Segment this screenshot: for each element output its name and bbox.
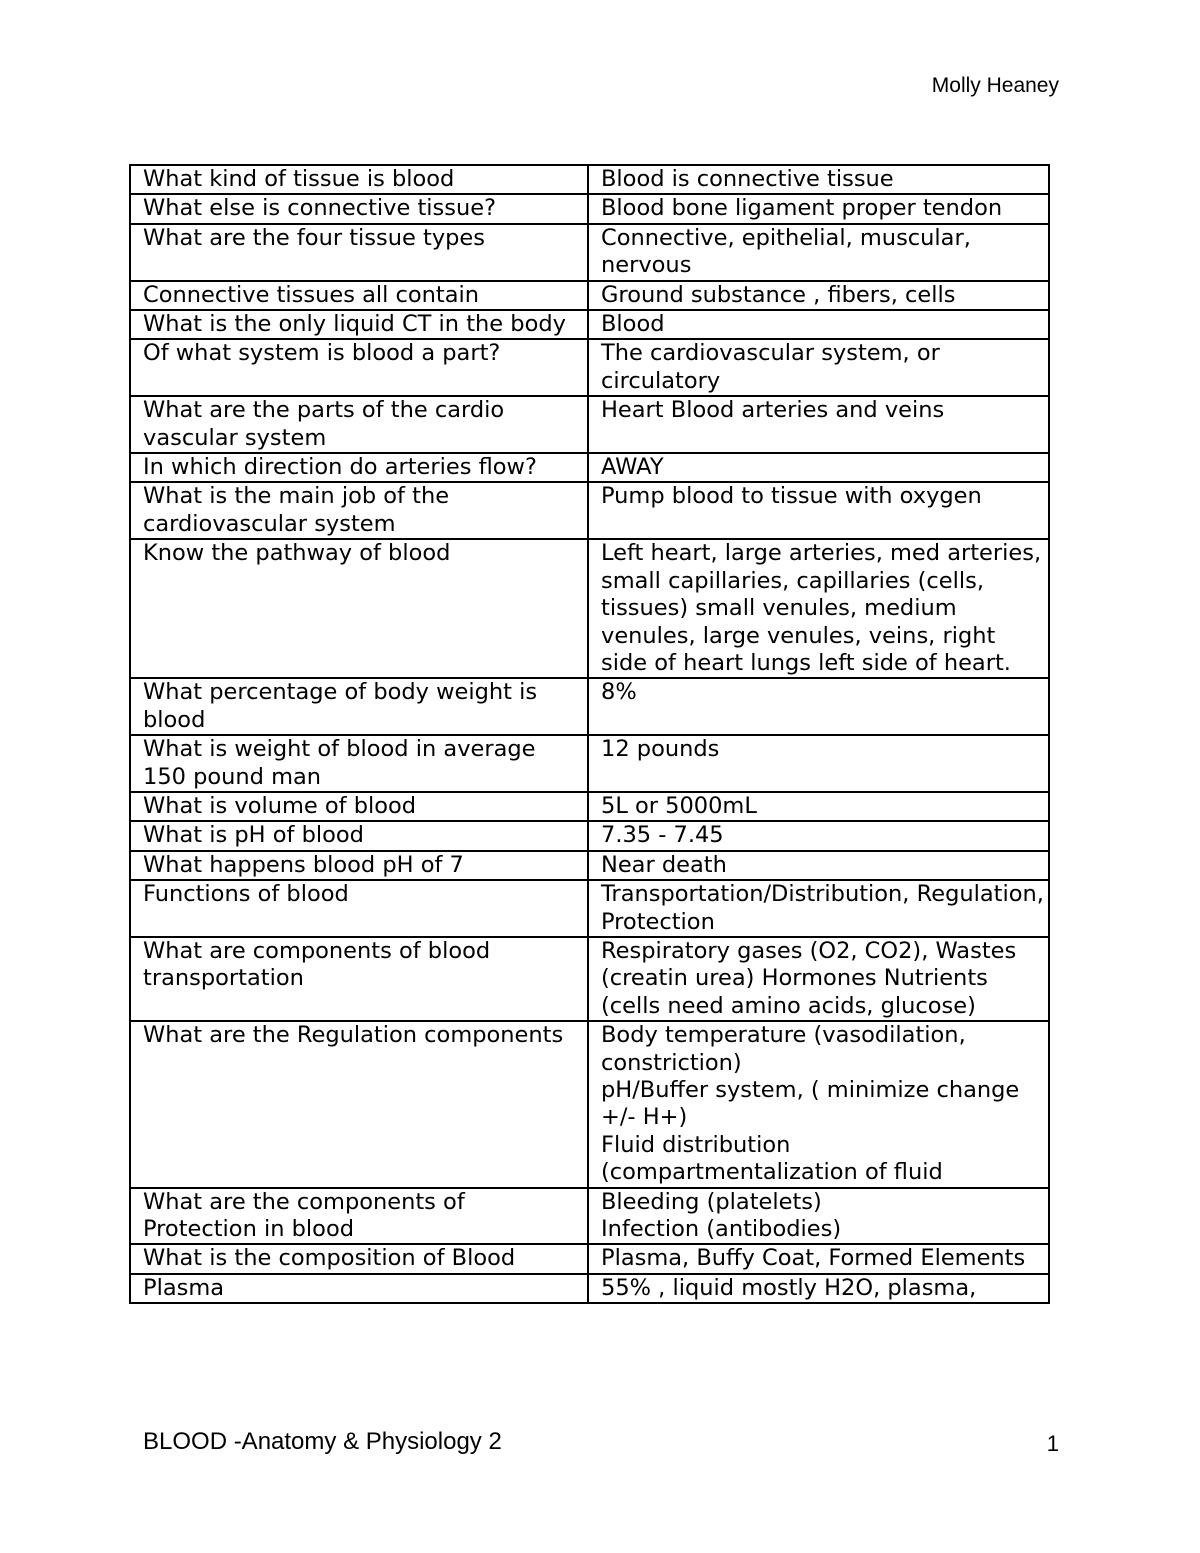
- table-row: [130, 1244, 1049, 1273]
- question-cell: What are the components of Protection in blood: [130, 1188, 588, 1245]
- table-row: [130, 165, 1049, 194]
- table-row: [130, 194, 1049, 223]
- question-cell: Of what system is blood a part?: [130, 339, 588, 396]
- table-row: [130, 1188, 1049, 1245]
- table-row: [130, 396, 1049, 453]
- table-row: [130, 678, 1049, 735]
- answer-cell: 55% , liquid mostly H2O, plasma,: [588, 1274, 1049, 1303]
- answer-cell: Pump blood to tissue with oxygen: [588, 482, 1049, 539]
- question-cell: What is the main job of the cardiovascular system: [130, 482, 588, 539]
- table-row: [130, 1021, 1049, 1187]
- answer-cell: Blood: [588, 310, 1049, 339]
- question-cell: What is the composition of Blood: [130, 1244, 588, 1273]
- question-cell: What are the four tissue types: [130, 224, 588, 281]
- question-cell: What is weight of blood in average 150 pound man: [130, 735, 588, 792]
- answer-cell: The cardiovascular system, or circulatory: [588, 339, 1049, 396]
- table-row: [130, 851, 1049, 880]
- answer-cell: 12 pounds: [588, 735, 1049, 792]
- question-cell: What is volume of blood: [130, 792, 588, 821]
- question-cell: What are components of blood transportation: [130, 937, 588, 1021]
- table-row: [130, 539, 1049, 678]
- question-cell: In which direction do arteries flow?: [130, 453, 588, 482]
- table-row: [130, 821, 1049, 850]
- answer-cell: 5L or 5000mL: [588, 792, 1049, 821]
- table-row: [130, 224, 1049, 281]
- answer-cell: Connective, epithelial, muscular, nervous: [588, 224, 1049, 281]
- question-cell: Functions of blood: [130, 880, 588, 937]
- table-row: [130, 937, 1049, 1021]
- answer-cell: Respiratory gases (O2, CO2), Wastes (creatin urea) Hormones Nutrients (cells need amino acids, glucose): [588, 937, 1049, 1021]
- table-row: [130, 735, 1049, 792]
- qa-table-body: [130, 165, 1049, 1303]
- answer-cell: Transportation/Distribution, Regulation, Protection: [588, 880, 1049, 937]
- answer-cell: 8%: [588, 678, 1049, 735]
- answer-cell: Body temperature (vasodilation, constriction) pH/Buffer system, ( minimize change +/- H+) Fluid distribution (compartmentalization of fluid: [588, 1021, 1049, 1187]
- answer-cell: 7.35 - 7.45: [588, 821, 1049, 850]
- question-cell: What else is connective tissue?: [130, 194, 588, 223]
- question-cell: What kind of tissue is blood: [130, 165, 588, 194]
- table-row: [130, 1274, 1049, 1303]
- question-cell: What is pH of blood: [130, 821, 588, 850]
- question-cell: What are the parts of the cardio vascular system: [130, 396, 588, 453]
- answer-cell: Plasma, Buffy Coat, Formed Elements: [588, 1244, 1049, 1273]
- header-author: Molly Heaney: [931, 74, 1059, 97]
- question-cell: What percentage of body weight is blood: [130, 678, 588, 735]
- table-row: [130, 310, 1049, 339]
- table-row: [130, 453, 1049, 482]
- question-cell: Connective tissues all contain: [130, 281, 588, 310]
- answer-cell: Blood is connective tissue: [588, 165, 1049, 194]
- table-row: [130, 281, 1049, 310]
- page-number: 1: [1046, 1431, 1059, 1456]
- table-row: [130, 339, 1049, 396]
- answer-cell: Bleeding (platelets) Infection (antibodies): [588, 1188, 1049, 1245]
- table-row: [130, 792, 1049, 821]
- answer-cell: AWAY: [588, 453, 1049, 482]
- answer-cell: Blood bone ligament proper tendon: [588, 194, 1049, 223]
- question-cell: Plasma: [130, 1274, 588, 1303]
- table-row: [130, 482, 1049, 539]
- question-cell: What are the Regulation components: [130, 1021, 588, 1187]
- question-cell: What is the only liquid CT in the body: [130, 310, 588, 339]
- question-cell: What happens blood pH of 7: [130, 851, 588, 880]
- question-cell: Know the pathway of blood: [130, 539, 588, 678]
- answer-cell: Near death: [588, 851, 1049, 880]
- qa-table: [129, 164, 1050, 1304]
- table-row: [130, 880, 1049, 937]
- answer-cell: Heart Blood arteries and veins: [588, 396, 1049, 453]
- footer-title: BLOOD -Anatomy & Physiology 2: [143, 1428, 502, 1455]
- answer-cell: Left heart, large arteries, med arteries, small capillaries, capillaries (cells, tissues) small venules, medium venules, large venules, veins, right side of heart lungs left side of heart.: [588, 539, 1049, 678]
- answer-cell: Ground substance , fibers, cells: [588, 281, 1049, 310]
